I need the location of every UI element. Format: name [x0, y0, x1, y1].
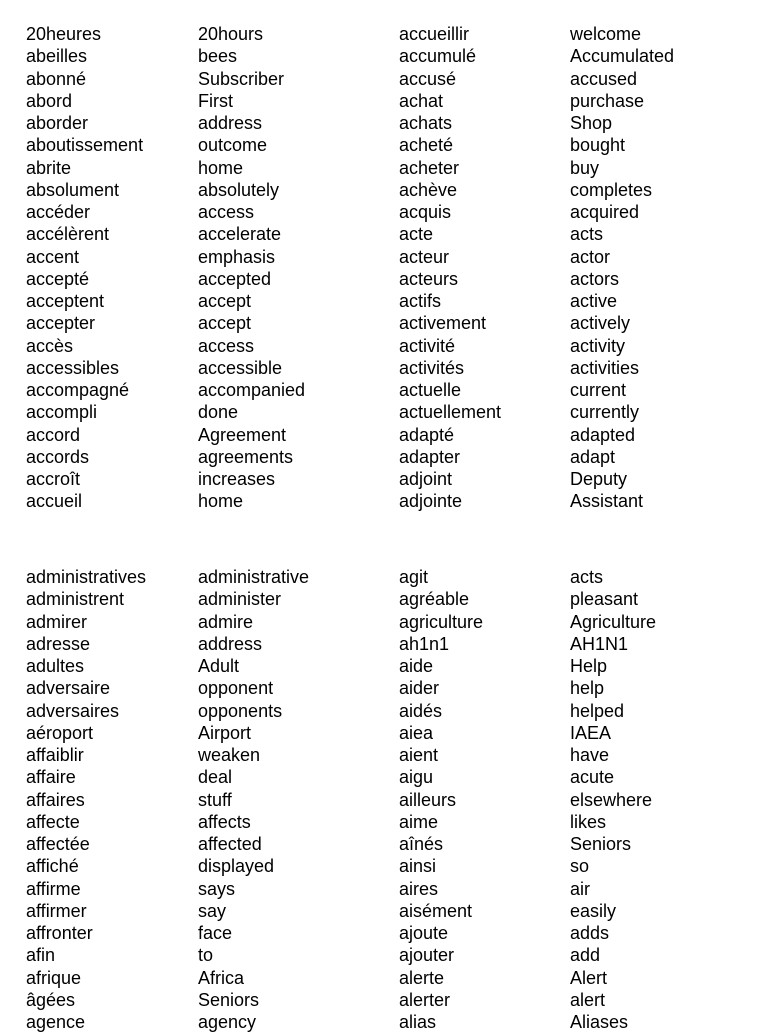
english-word: accelerate: [198, 224, 282, 245]
english-word: AH1N1: [570, 633, 629, 654]
french-word: aires: [399, 878, 439, 899]
english-word: alert: [570, 989, 606, 1010]
french-word: agit: [399, 567, 429, 587]
french-word: adversaires: [26, 700, 120, 721]
english-word: accessible: [198, 357, 283, 378]
french-word: actifs: [399, 291, 442, 311]
french-word: alerte: [399, 967, 445, 988]
french-word: aiea: [399, 722, 434, 743]
english-word: agreements: [198, 446, 294, 467]
french-word: agréable: [399, 589, 470, 610]
english-word: address: [198, 633, 263, 654]
english-word: Agreement: [198, 424, 287, 445]
french-word: administratives: [26, 567, 147, 587]
french-word: accent: [26, 246, 80, 267]
french-word: accords: [26, 446, 90, 467]
english-word: activity: [570, 335, 626, 356]
french-word: adversaire: [26, 678, 111, 699]
french-word: accepté: [26, 268, 90, 289]
english-word: Agriculture: [570, 611, 657, 632]
french-word: aigu: [399, 767, 434, 788]
french-word: ajouter: [399, 945, 455, 966]
english-word: pleasant: [570, 589, 639, 610]
english-word: access: [198, 335, 255, 356]
french-word: accélèrent: [26, 224, 110, 245]
french-word: affectée: [26, 834, 90, 854]
english-word: accept: [198, 313, 252, 334]
french-word: activement: [399, 313, 487, 334]
french-word: abord: [26, 90, 73, 111]
french-word: accepter: [26, 313, 96, 334]
french-word: acteur: [399, 246, 450, 267]
english-word: face: [198, 923, 233, 943]
french-word: adapter: [399, 446, 461, 467]
french-column-2: [399, 23, 501, 513]
french-word: ainsi: [399, 856, 437, 877]
english-word: absolutely: [198, 179, 280, 200]
french-word: accroît: [26, 469, 81, 489]
english-word: bees: [198, 46, 238, 67]
french-word: adjointe: [399, 491, 463, 512]
english-word: Accumulated: [570, 46, 675, 67]
french-word: achève: [399, 179, 458, 200]
english-word: Seniors: [198, 989, 260, 1010]
english-word: accepted: [198, 268, 272, 289]
french-word: aînés: [399, 834, 444, 854]
english-column-2: [570, 566, 656, 1033]
french-word: acheté: [399, 135, 454, 156]
english-word: Alert: [570, 967, 608, 988]
french-word: accueillir: [399, 24, 470, 44]
french-word: acheter: [399, 157, 460, 178]
english-column-1: [198, 23, 305, 513]
english-word: current: [570, 380, 627, 400]
french-column-2: [399, 566, 483, 1033]
french-word: adresse: [26, 633, 91, 654]
french-word: agriculture: [399, 611, 484, 632]
english-word: weaken: [198, 745, 261, 765]
french-word: affaiblir: [26, 745, 84, 765]
french-word: alerter: [399, 989, 451, 1010]
english-word: likes: [570, 811, 607, 832]
english-word: add: [570, 945, 601, 966]
english-word: activities: [570, 357, 640, 378]
french-word: achats: [399, 113, 453, 133]
english-word: adapt: [570, 446, 616, 467]
english-word: have: [570, 745, 610, 765]
french-word: aime: [399, 811, 439, 832]
english-word: accept: [198, 291, 252, 311]
french-word: ajoute: [399, 923, 449, 943]
french-word: ailleurs: [399, 789, 457, 810]
english-word: actor: [570, 246, 611, 267]
french-word: affecte: [26, 811, 80, 832]
english-word: elsewhere: [570, 789, 653, 810]
french-word: abeilles: [26, 46, 88, 67]
english-word: adapted: [570, 424, 636, 445]
english-word: air: [570, 878, 591, 899]
french-word: accessibles: [26, 357, 120, 378]
english-word: completes: [570, 179, 653, 200]
english-word: active: [570, 291, 618, 311]
french-column-1: [26, 23, 143, 513]
french-word: accusé: [399, 68, 457, 89]
french-word: acceptent: [26, 291, 105, 311]
french-word: achat: [399, 90, 444, 111]
french-word: affaires: [26, 789, 85, 810]
french-word: accumulé: [399, 46, 477, 67]
french-word: affirme: [26, 878, 81, 899]
french-word: aéroport: [26, 722, 94, 743]
english-word: increases: [198, 469, 276, 489]
english-word: Assistant: [570, 491, 644, 512]
english-column-2: [570, 23, 674, 513]
french-word: accompli: [26, 402, 98, 423]
english-word: help: [570, 678, 605, 699]
french-word: adapté: [399, 424, 455, 445]
english-word: acts: [570, 224, 604, 245]
french-word: accompagné: [26, 380, 130, 400]
english-word: administer: [198, 589, 282, 610]
french-word: adjoint: [399, 469, 453, 489]
english-word: accompanied: [198, 380, 306, 400]
english-word: IAEA: [570, 722, 612, 743]
french-word: activité: [399, 335, 456, 356]
english-word: done: [198, 402, 239, 423]
french-word: affirmer: [26, 900, 87, 921]
english-word: acts: [570, 567, 604, 587]
french-column-1: [26, 566, 146, 1033]
english-word: actors: [570, 268, 620, 289]
english-word: acquired: [570, 202, 640, 222]
english-word: deal: [198, 767, 233, 788]
french-word: afin: [26, 945, 56, 966]
french-word: accès: [26, 335, 74, 356]
english-column-1: [198, 566, 309, 1033]
english-word: home: [198, 157, 244, 178]
french-word: acte: [399, 224, 434, 245]
french-word: administrent: [26, 589, 125, 610]
english-word: Adult: [198, 656, 240, 676]
english-word: Shop: [570, 113, 613, 133]
french-word: accéder: [26, 202, 91, 222]
english-word: outcome: [198, 135, 268, 156]
english-word: emphasis: [198, 246, 276, 267]
french-word: aider: [399, 678, 440, 699]
french-word: absolument: [26, 179, 120, 200]
french-word: actuelle: [399, 380, 462, 400]
english-word: purchase: [570, 90, 645, 111]
english-word: buy: [570, 157, 600, 178]
english-word: actively: [570, 313, 631, 334]
english-word: Seniors: [570, 834, 632, 854]
english-word: affects: [198, 811, 251, 832]
french-word: 20heures: [26, 24, 102, 44]
french-word: affiché: [26, 856, 79, 877]
french-word: agence: [26, 1012, 86, 1032]
french-word: ah1n1: [399, 633, 450, 654]
french-word: âgées: [26, 989, 76, 1010]
french-word: admirer: [26, 611, 88, 632]
english-word: accused: [570, 68, 638, 89]
french-word: adultes: [26, 656, 85, 676]
english-word: opponent: [198, 678, 274, 699]
french-word: activités: [399, 357, 465, 378]
english-word: helped: [570, 700, 625, 721]
french-word: aide: [399, 656, 434, 676]
english-word: currently: [570, 402, 640, 423]
french-word: accord: [26, 424, 81, 445]
english-word: so: [570, 856, 590, 877]
french-word: accueil: [26, 491, 83, 512]
english-word: Help: [570, 656, 608, 676]
french-word: affronter: [26, 923, 93, 943]
english-word: Subscriber: [198, 68, 285, 89]
english-word: admire: [198, 611, 254, 632]
english-word: to: [198, 945, 214, 966]
english-word: Airport: [198, 722, 252, 743]
english-word: access: [198, 202, 255, 222]
french-word: aient: [399, 745, 439, 765]
french-word: abonné: [26, 68, 87, 89]
english-word: First: [198, 90, 233, 111]
french-word: acteurs: [399, 268, 459, 289]
english-word: agency: [198, 1012, 257, 1032]
english-word: stuff: [198, 789, 232, 810]
french-word: aborder: [26, 113, 89, 133]
english-word: bought: [570, 135, 626, 156]
english-word: opponents: [198, 700, 283, 721]
french-word: aboutissement: [26, 135, 144, 156]
french-word: actuellement: [399, 402, 502, 423]
french-word: affaire: [26, 767, 76, 788]
english-word: home: [198, 491, 244, 512]
english-word: Africa: [198, 967, 245, 988]
english-word: affected: [198, 834, 262, 854]
english-word: acute: [570, 767, 615, 788]
english-word: adds: [570, 923, 610, 943]
english-word: say: [198, 900, 227, 921]
english-word: easily: [570, 900, 617, 921]
english-word: says: [198, 878, 236, 899]
french-word: acquis: [399, 202, 452, 222]
english-word: displayed: [198, 856, 275, 877]
french-word: aidés: [399, 700, 443, 721]
english-word: Deputy: [570, 469, 628, 489]
french-word: alias: [399, 1012, 437, 1032]
french-word: afrique: [26, 967, 82, 988]
english-word: address: [198, 113, 263, 133]
french-word: aisément: [399, 900, 473, 921]
english-word: administrative: [198, 567, 310, 587]
english-word: Aliases: [570, 1012, 629, 1032]
english-word: 20hours: [198, 24, 264, 44]
english-word: welcome: [570, 24, 642, 44]
french-word: abrite: [26, 157, 72, 178]
